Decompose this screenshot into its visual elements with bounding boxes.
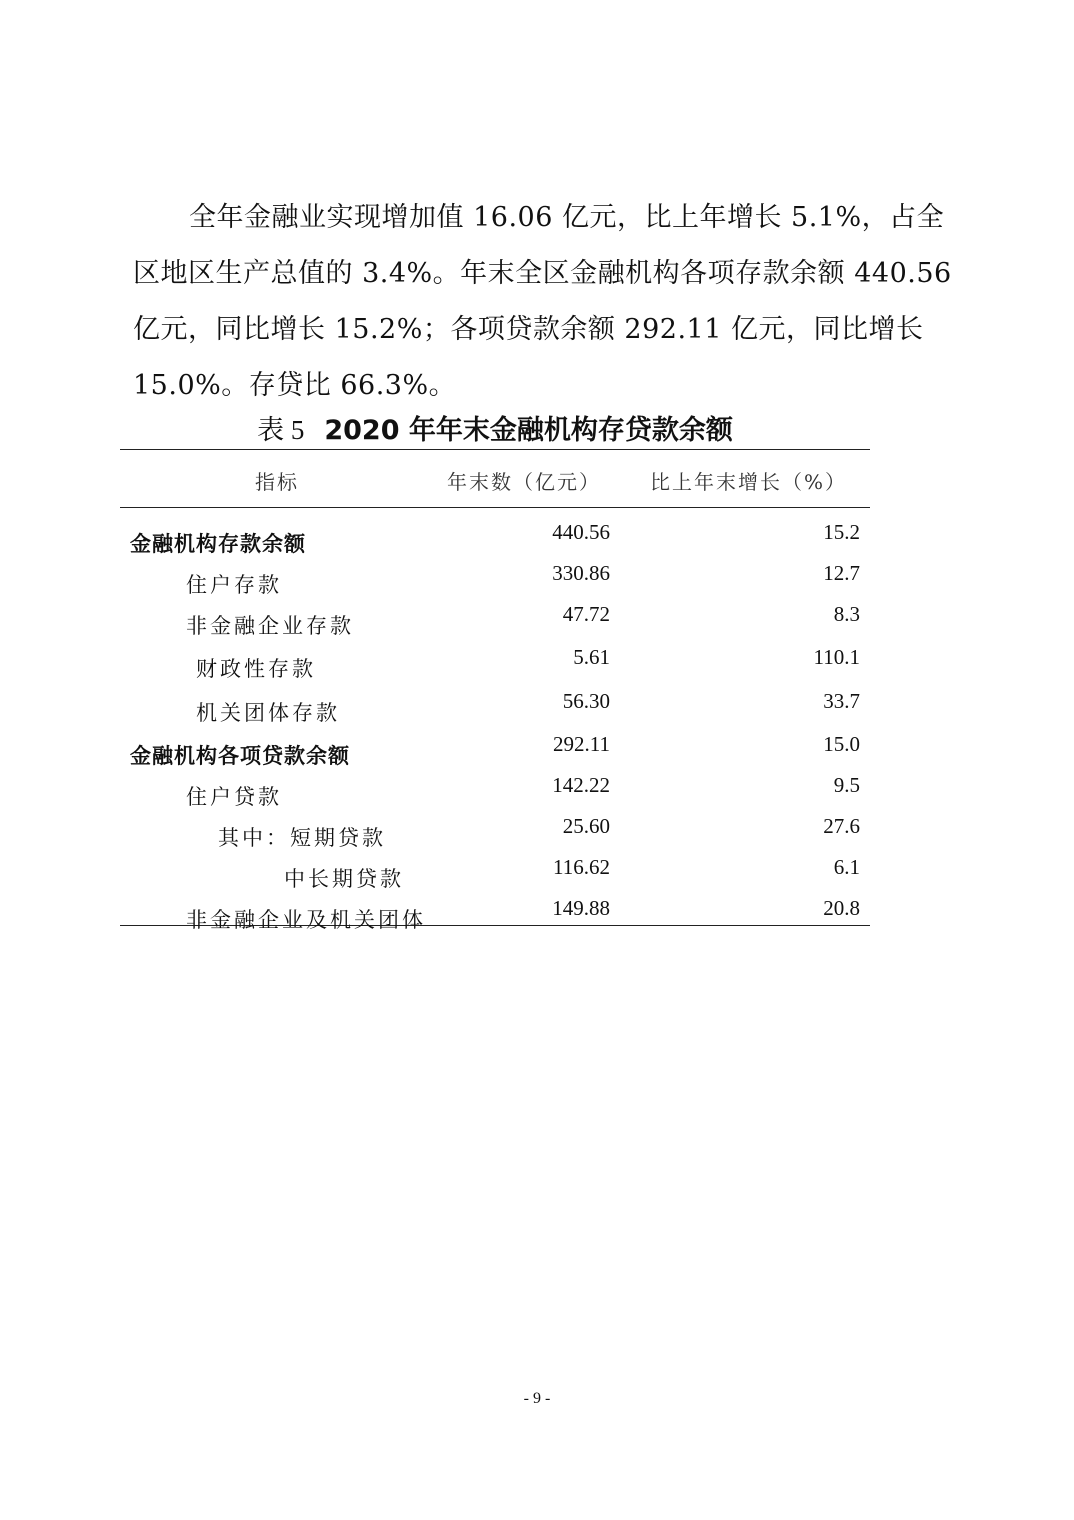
table-body bbox=[120, 508, 870, 932]
row-growth: 9.5 bbox=[833, 773, 860, 797]
row-value: 149.88 bbox=[552, 896, 610, 920]
row-growth: 27.6 bbox=[823, 814, 860, 838]
row-value: 330.86 bbox=[552, 561, 610, 585]
table-title-text: 2020 年年末金融机构存贷款余额 bbox=[324, 415, 733, 446]
table-row bbox=[120, 896, 870, 936]
row-growth: 6.1 bbox=[833, 855, 860, 879]
row-value: 25.60 bbox=[562, 814, 610, 838]
table-row bbox=[120, 520, 870, 560]
row-name: 机关团体存款 bbox=[196, 701, 340, 725]
table-row bbox=[120, 814, 870, 854]
body-paragraph bbox=[133, 190, 953, 414]
page-number: - 9 - bbox=[523, 1390, 551, 1407]
row-value: 5.61 bbox=[573, 645, 610, 669]
table-number: 表 5 bbox=[257, 415, 305, 445]
row-name: 非金融企业及机关团体 bbox=[186, 908, 426, 932]
table-row bbox=[120, 773, 870, 813]
table-row bbox=[120, 689, 870, 729]
row-value: 56.30 bbox=[562, 689, 610, 713]
paragraph-text: 全年金融业实现增加值 16.06 亿元，比上年增长 5.1%，占全区地区生产总值的 3.4%。年末全区金融机构各项存款余额 440.56 亿元，同比增长 15.2%；各项贷款余额 292.11 亿元，同比增长 15.0%。存贷比 66.3%。 bbox=[133, 202, 952, 401]
row-growth: 33.7 bbox=[823, 689, 860, 713]
row-growth: 15.2 bbox=[823, 520, 860, 544]
row-growth: 20.8 bbox=[823, 896, 860, 920]
row-growth: 8.3 bbox=[833, 602, 860, 626]
row-name: 住户存款 bbox=[186, 573, 282, 597]
row-growth: 110.1 bbox=[813, 645, 860, 669]
row-name: 金融机构存款余额 bbox=[130, 531, 306, 556]
table-row bbox=[120, 645, 870, 685]
row-value: 292.11 bbox=[553, 732, 610, 756]
row-name: 财政性存款 bbox=[196, 657, 316, 681]
row-value: 116.62 bbox=[553, 855, 610, 879]
row-name: 中长期贷款 bbox=[284, 867, 404, 891]
row-value: 142.22 bbox=[552, 773, 610, 797]
row-name: 住户贷款 bbox=[186, 785, 282, 809]
header-growth: 比上年末增长（%） bbox=[650, 470, 848, 494]
row-name: 非金融企业存款 bbox=[186, 614, 354, 638]
header-indicator: 指标 bbox=[255, 470, 299, 494]
table-row bbox=[120, 602, 870, 642]
header-value: 年末数（亿元） bbox=[447, 470, 601, 494]
row-growth: 15.0 bbox=[823, 732, 860, 756]
row-name: 金融机构各项贷款余额 bbox=[130, 743, 350, 768]
row-growth: 12.7 bbox=[823, 561, 860, 585]
row-value: 440.56 bbox=[552, 520, 610, 544]
row-value: 47.72 bbox=[562, 602, 610, 626]
table-header bbox=[120, 450, 870, 508]
table-row bbox=[120, 732, 870, 772]
table-title bbox=[120, 408, 870, 447]
table-row bbox=[120, 855, 870, 895]
table-row bbox=[120, 561, 870, 601]
deposit-loan-table bbox=[120, 449, 870, 932]
row-name: 其中：短期贷款 bbox=[218, 826, 386, 850]
